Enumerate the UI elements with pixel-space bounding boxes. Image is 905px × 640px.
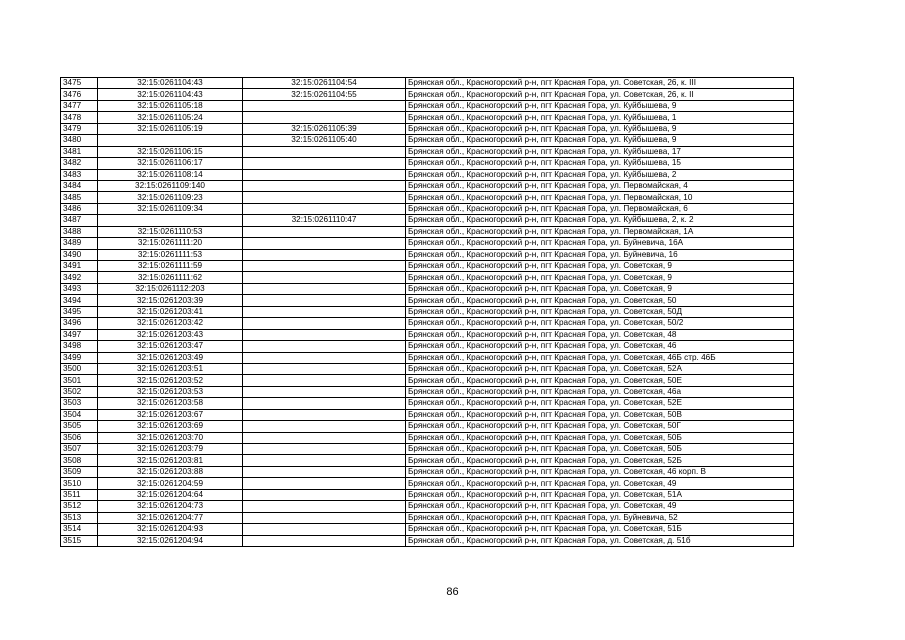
- row-number-cell: 3508: [61, 455, 98, 466]
- row-number-cell: 3476: [61, 89, 98, 100]
- row-number-cell: 3495: [61, 306, 98, 317]
- cadastral-number-2-cell: [243, 444, 406, 455]
- cadastral-number-2-cell: [243, 283, 406, 294]
- cadastral-number-cell: 32:15:0261204:94: [98, 535, 243, 546]
- table-row: [61, 306, 794, 317]
- address-cell: Брянская обл., Красногорский р-н, пгт Красная Гора, ул. Советская, 51А: [406, 489, 794, 500]
- cadastral-number-cell: 32:15:0261111:59: [98, 261, 243, 272]
- row-number-cell: 3488: [61, 226, 98, 237]
- row-number-cell: 3503: [61, 398, 98, 409]
- table-row: [61, 409, 794, 420]
- cadastral-number-cell: 32:15:0261112:203: [98, 283, 243, 294]
- cadastral-number-cell: 32:15:0261203:43: [98, 329, 243, 340]
- table-row: [61, 421, 794, 432]
- table-row: [61, 169, 794, 180]
- row-number-cell: 3494: [61, 295, 98, 306]
- cadastral-number-cell: 32:15:0261203:52: [98, 375, 243, 386]
- cadastral-number-2-cell: [243, 158, 406, 169]
- cadastral-number-2-cell: [243, 432, 406, 443]
- cadastral-number-cell: 32:15:0261111:53: [98, 249, 243, 260]
- cadastral-number-cell: 32:15:0261110:53: [98, 226, 243, 237]
- cadastral-number-2-cell: [243, 329, 406, 340]
- cadastral-number-cell: 32:15:0261203:58: [98, 398, 243, 409]
- address-cell: Брянская обл., Красногорский р-н, пгт Красная Гора, ул. Советская, 52Б: [406, 455, 794, 466]
- cadastral-number-2-cell: [243, 386, 406, 397]
- page-number: 86: [446, 586, 459, 598]
- table-row: [61, 398, 794, 409]
- cadastral-number-2-cell: 32:15:0261104:54: [243, 78, 406, 89]
- cadastral-number-2-cell: [243, 375, 406, 386]
- address-cell: Брянская обл., Красногорский р-н, пгт Красная Гора, ул. Буйневича, 52: [406, 512, 794, 523]
- table-row: [61, 489, 794, 500]
- address-cell: Брянская обл., Красногорский р-н, пгт Красная Гора, ул. Советская, 49: [406, 501, 794, 512]
- row-number-cell: 3504: [61, 409, 98, 420]
- table-row: [61, 89, 794, 100]
- row-number-cell: 3498: [61, 341, 98, 352]
- table-row: [61, 180, 794, 191]
- cadastral-number-2-cell: [243, 466, 406, 477]
- address-cell: Брянская обл., Красногорский р-н, пгт Красная Гора, ул. Советская, 50/2: [406, 318, 794, 329]
- cadastral-number-cell: 32:15:0261203:49: [98, 352, 243, 363]
- cadastral-number-2-cell: [243, 238, 406, 249]
- cadastral-number-2-cell: [243, 203, 406, 214]
- row-number-cell: 3475: [61, 78, 98, 89]
- address-cell: Брянская обл., Красногорский р-н, пгт Красная Гора, ул. Советская, 52А: [406, 363, 794, 374]
- address-cell: Брянская обл., Красногорский р-н, пгт Красная Гора, ул. Советская, 50Д: [406, 306, 794, 317]
- cadastral-number-2-cell: [243, 535, 406, 546]
- table-row: [61, 524, 794, 535]
- row-number-cell: 3477: [61, 100, 98, 111]
- address-cell: Брянская обл., Красногорский р-н, пгт Красная Гора, ул. Советская, 50Б: [406, 432, 794, 443]
- address-cell: Брянская обл., Красногорский р-н, пгт Красная Гора, ул. Буйневича, 16: [406, 249, 794, 260]
- table-row: [61, 78, 794, 89]
- address-cell: Брянская обл., Красногорский р-н, пгт Красная Гора, ул. Куйбышева, 2: [406, 169, 794, 180]
- cadastral-number-2-cell: [243, 489, 406, 500]
- row-number-cell: 3496: [61, 318, 98, 329]
- cadastral-number-cell: 32:15:0261203:47: [98, 341, 243, 352]
- cadastral-number-2-cell: [243, 352, 406, 363]
- cadastral-number-2-cell: [243, 272, 406, 283]
- row-number-cell: 3510: [61, 478, 98, 489]
- table-row: [61, 375, 794, 386]
- table-row: [61, 432, 794, 443]
- cadastral-number-cell: 32:15:0261109:34: [98, 203, 243, 214]
- address-cell: Брянская обл., Красногорский р-н, пгт Красная Гора, ул. Первомайская, 4: [406, 180, 794, 191]
- row-number-cell: 3491: [61, 261, 98, 272]
- row-number-cell: 3478: [61, 112, 98, 123]
- cadastral-number-2-cell: [243, 398, 406, 409]
- address-cell: Брянская обл., Красногорский р-н, пгт Красная Гора, ул. Советская, 48: [406, 329, 794, 340]
- address-cell: Брянская обл., Красногорский р-н, пгт Красная Гора, ул. Советская, 51Б: [406, 524, 794, 535]
- row-number-cell: 3499: [61, 352, 98, 363]
- cadastral-number-2-cell: [243, 100, 406, 111]
- table-row: [61, 215, 794, 226]
- row-number-cell: 3506: [61, 432, 98, 443]
- cadastral-number-2-cell: [243, 318, 406, 329]
- cadastral-number-cell: 32:15:0261203:79: [98, 444, 243, 455]
- row-number-cell: 3514: [61, 524, 98, 535]
- cadastral-number-cell: 32:15:0261204:73: [98, 501, 243, 512]
- table-row: [61, 261, 794, 272]
- table-row: [61, 352, 794, 363]
- cadastral-number-cell: 32:15:0261203:53: [98, 386, 243, 397]
- address-cell: Брянская обл., Красногорский р-н, пгт Красная Гора, ул. Советская, 9: [406, 261, 794, 272]
- table-row: [61, 283, 794, 294]
- registry-table: [60, 77, 794, 547]
- cadastral-number-cell: 32:15:0261203:39: [98, 295, 243, 306]
- address-cell: Брянская обл., Красногорский р-н, пгт Красная Гора, ул. Советская, 50: [406, 295, 794, 306]
- cadastral-number-cell: [98, 135, 243, 146]
- cadastral-number-cell: 32:15:0261203:81: [98, 455, 243, 466]
- address-cell: Брянская обл., Красногорский р-н, пгт Красная Гора, ул. Куйбышева, 9: [406, 123, 794, 134]
- cadastral-number-cell: 32:15:0261203:41: [98, 306, 243, 317]
- address-cell: Брянская обл., Красногорский р-н, пгт Красная Гора, ул. Советская, 50Б: [406, 444, 794, 455]
- address-cell: Брянская обл., Красногорский р-н, пгт Красная Гора, ул. Советская, 50В: [406, 409, 794, 420]
- table-row: [61, 444, 794, 455]
- address-cell: Брянская обл., Красногорский р-н, пгт Красная Гора, ул. Советская, 50Е: [406, 375, 794, 386]
- cadastral-number-2-cell: [243, 295, 406, 306]
- cadastral-number-cell: 32:15:0261204:59: [98, 478, 243, 489]
- cadastral-number-cell: 32:15:0261105:24: [98, 112, 243, 123]
- row-number-cell: 3485: [61, 192, 98, 203]
- cadastral-number-cell: 32:15:0261105:18: [98, 100, 243, 111]
- address-cell: Брянская обл., Красногорский р-н, пгт Красная Гора, ул. Советская, 49: [406, 478, 794, 489]
- cadastral-number-2-cell: [243, 226, 406, 237]
- address-cell: Брянская обл., Красногорский р-н, пгт Красная Гора, ул. Советская, 26, к. III: [406, 78, 794, 89]
- address-cell: Брянская обл., Красногорский р-н, пгт Красная Гора, ул. Советская, 46Б стр. 46Б: [406, 352, 794, 363]
- cadastral-number-2-cell: [243, 455, 406, 466]
- cadastral-number-2-cell: 32:15:0261105:40: [243, 135, 406, 146]
- cadastral-number-cell: 32:15:0261203:70: [98, 432, 243, 443]
- cadastral-number-2-cell: [243, 112, 406, 123]
- cadastral-number-2-cell: 32:15:0261105:39: [243, 123, 406, 134]
- cadastral-number-2-cell: [243, 180, 406, 191]
- cadastral-number-2-cell: [243, 409, 406, 420]
- cadastral-number-2-cell: 32:15:0261110:47: [243, 215, 406, 226]
- row-number-cell: 3481: [61, 146, 98, 157]
- table-row: [61, 146, 794, 157]
- address-cell: Брянская обл., Красногорский р-н, пгт Красная Гора, ул. Куйбышева, 1: [406, 112, 794, 123]
- row-number-cell: 3512: [61, 501, 98, 512]
- table-row: [61, 249, 794, 260]
- table-row: [61, 226, 794, 237]
- table-row: [61, 100, 794, 111]
- row-number-cell: 3515: [61, 535, 98, 546]
- row-number-cell: 3509: [61, 466, 98, 477]
- address-cell: Брянская обл., Красногорский р-н, пгт Красная Гора, ул. Куйбышева, 2, к. 2: [406, 215, 794, 226]
- row-number-cell: 3479: [61, 123, 98, 134]
- cadastral-number-2-cell: [243, 146, 406, 157]
- cadastral-number-2-cell: [243, 524, 406, 535]
- address-cell: Брянская обл., Красногорский р-н, пгт Красная Гора, ул. Куйбышева, 15: [406, 158, 794, 169]
- address-cell: Брянская обл., Красногорский р-н, пгт Красная Гора, ул. Первомайская, 6: [406, 203, 794, 214]
- table-row: [61, 512, 794, 523]
- row-number-cell: 3487: [61, 215, 98, 226]
- address-cell: Брянская обл., Красногорский р-н, пгт Красная Гора, ул. Куйбышева, 9: [406, 100, 794, 111]
- table-row: [61, 535, 794, 546]
- row-number-cell: 3489: [61, 238, 98, 249]
- address-cell: Брянская обл., Красногорский р-н, пгт Красная Гора, ул. Первомайская, 10: [406, 192, 794, 203]
- cadastral-number-cell: 32:15:0261204:64: [98, 489, 243, 500]
- row-number-cell: 3497: [61, 329, 98, 340]
- table-row: [61, 466, 794, 477]
- row-number-cell: 3486: [61, 203, 98, 214]
- row-number-cell: 3501: [61, 375, 98, 386]
- table-row: [61, 135, 794, 146]
- cadastral-number-2-cell: [243, 421, 406, 432]
- row-number-cell: 3511: [61, 489, 98, 500]
- cadastral-number-2-cell: [243, 341, 406, 352]
- cadastral-number-cell: 32:15:0261203:42: [98, 318, 243, 329]
- table-row: [61, 501, 794, 512]
- table-row: [61, 318, 794, 329]
- row-number-cell: 3502: [61, 386, 98, 397]
- cadastral-number-cell: 32:15:0261111:20: [98, 238, 243, 249]
- cadastral-number-cell: 32:15:0261106:17: [98, 158, 243, 169]
- table-row: [61, 238, 794, 249]
- cadastral-number-cell: 32:15:0261204:93: [98, 524, 243, 535]
- cadastral-number-2-cell: [243, 261, 406, 272]
- cadastral-number-cell: 32:15:0261203:69: [98, 421, 243, 432]
- cadastral-number-cell: 32:15:0261204:77: [98, 512, 243, 523]
- cadastral-number-2-cell: [243, 501, 406, 512]
- row-number-cell: 3483: [61, 169, 98, 180]
- table-row: [61, 363, 794, 374]
- table-row: [61, 158, 794, 169]
- table-row: [61, 272, 794, 283]
- cadastral-number-cell: 32:15:0261108:14: [98, 169, 243, 180]
- table-row: [61, 295, 794, 306]
- cadastral-number-cell: 32:15:0261111:62: [98, 272, 243, 283]
- cadastral-number-2-cell: [243, 192, 406, 203]
- row-number-cell: 3513: [61, 512, 98, 523]
- cadastral-number-2-cell: [243, 306, 406, 317]
- table-row: [61, 112, 794, 123]
- address-cell: Брянская обл., Красногорский р-н, пгт Красная Гора, ул. Советская, 50Г: [406, 421, 794, 432]
- cadastral-number-cell: [98, 215, 243, 226]
- row-number-cell: 3480: [61, 135, 98, 146]
- row-number-cell: 3482: [61, 158, 98, 169]
- cadastral-number-cell: 32:15:0261109:140: [98, 180, 243, 191]
- cadastral-number-2-cell: 32:15:0261104:55: [243, 89, 406, 100]
- address-cell: Брянская обл., Красногорский р-н, пгт Красная Гора, ул. Советская, 46а: [406, 386, 794, 397]
- cadastral-number-cell: 32:15:0261109:23: [98, 192, 243, 203]
- cadastral-number-2-cell: [243, 478, 406, 489]
- address-cell: Брянская обл., Красногорский р-н, пгт Красная Гора, ул. Советская, 9: [406, 272, 794, 283]
- address-cell: Брянская обл., Красногорский р-н, пгт Красная Гора, ул. Советская, 9: [406, 283, 794, 294]
- cadastral-number-2-cell: [243, 512, 406, 523]
- table-row: [61, 203, 794, 214]
- address-cell: Брянская обл., Красногорский р-н, пгт Красная Гора, ул. Буйневича, 16А: [406, 238, 794, 249]
- row-number-cell: 3500: [61, 363, 98, 374]
- cadastral-number-cell: 32:15:0261203:51: [98, 363, 243, 374]
- address-cell: Брянская обл., Красногорский р-н, пгт Красная Гора, ул. Советская, д. 51б: [406, 535, 794, 546]
- table-row: [61, 329, 794, 340]
- address-cell: Брянская обл., Красногорский р-н, пгт Красная Гора, ул. Советская, 26, к. II: [406, 89, 794, 100]
- cadastral-number-cell: 32:15:0261105:19: [98, 123, 243, 134]
- table-row: [61, 192, 794, 203]
- address-cell: Брянская обл., Красногорский р-н, пгт Красная Гора, ул. Советская, 46 корп. В: [406, 466, 794, 477]
- cadastral-number-2-cell: [243, 249, 406, 260]
- table-row: [61, 478, 794, 489]
- row-number-cell: 3484: [61, 180, 98, 191]
- cadastral-number-cell: 32:15:0261203:88: [98, 466, 243, 477]
- row-number-cell: 3505: [61, 421, 98, 432]
- address-cell: Брянская обл., Красногорский р-н, пгт Красная Гора, ул. Куйбышева, 17: [406, 146, 794, 157]
- table-row: [61, 386, 794, 397]
- cadastral-number-cell: 32:15:0261203:67: [98, 409, 243, 420]
- address-cell: Брянская обл., Красногорский р-н, пгт Красная Гора, ул. Куйбышева, 9: [406, 135, 794, 146]
- table-row: [61, 123, 794, 134]
- cadastral-number-2-cell: [243, 169, 406, 180]
- registry-table-body: [61, 78, 794, 547]
- cadastral-number-2-cell: [243, 363, 406, 374]
- table-row: [61, 341, 794, 352]
- row-number-cell: 3493: [61, 283, 98, 294]
- table-row: [61, 455, 794, 466]
- cadastral-number-cell: 32:15:0261104:43: [98, 89, 243, 100]
- row-number-cell: 3490: [61, 249, 98, 260]
- cadastral-number-cell: 32:15:0261104:43: [98, 78, 243, 89]
- address-cell: Брянская обл., Красногорский р-н, пгт Красная Гора, ул. Советская, 52Е: [406, 398, 794, 409]
- cadastral-number-cell: 32:15:0261106:15: [98, 146, 243, 157]
- row-number-cell: 3492: [61, 272, 98, 283]
- row-number-cell: 3507: [61, 444, 98, 455]
- address-cell: Брянская обл., Красногорский р-н, пгт Красная Гора, ул. Советская, 46: [406, 341, 794, 352]
- address-cell: Брянская обл., Красногорский р-н, пгт Красная Гора, ул. Первомайская, 1А: [406, 226, 794, 237]
